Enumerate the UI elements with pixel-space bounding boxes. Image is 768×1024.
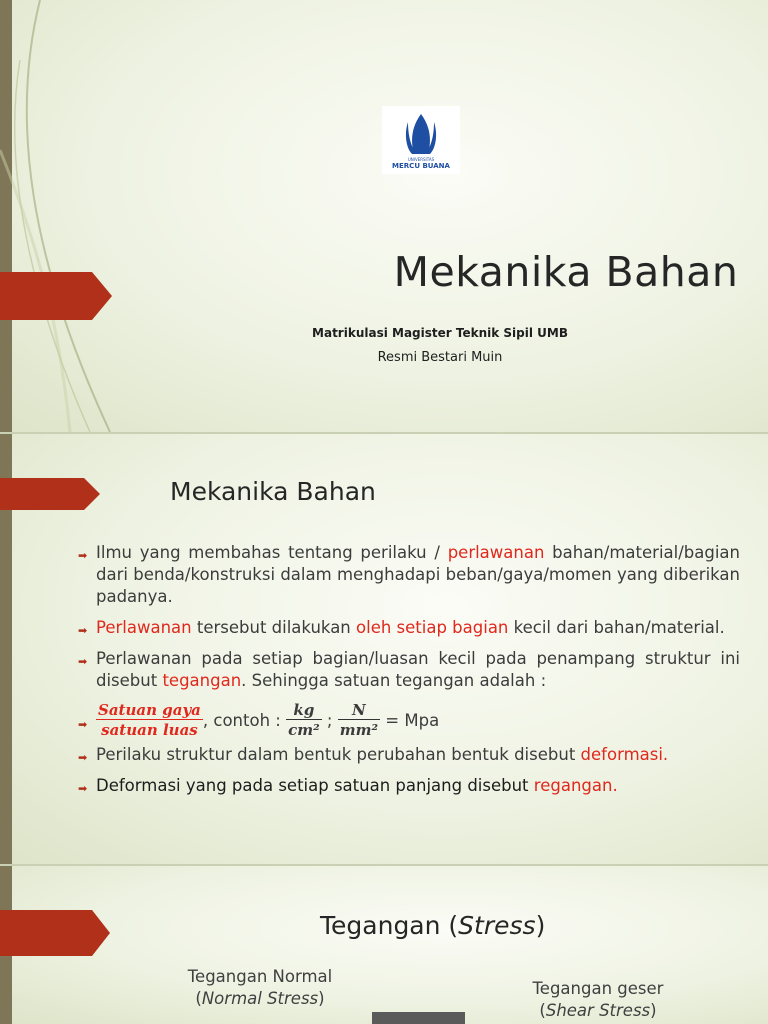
- stress-figure: [372, 1012, 465, 1024]
- subtitle: Matrikulasi Magister Teknik Sipil UMB: [312, 326, 568, 340]
- slide-heading: Mekanika Bahan: [170, 477, 376, 506]
- stress-slide: [0, 866, 768, 1024]
- right-arrow-icon: ➡: [78, 624, 88, 637]
- bullet-list: [78, 542, 740, 806]
- list-item: ➡ Ilmu yang membahas tentang perilaku / perlawanan bahan/material/bagian dari benda/konstruksi dalam menghadapi beban/gaya/momen yang diberikan padanya.: [78, 543, 740, 606]
- red-tab-marker: [0, 910, 110, 956]
- right-arrow-icon: ➡: [78, 655, 88, 668]
- list-item: ➡ Perlawanan tersebut dilakukan oleh setiap bagian kecil dari bahan/material.: [78, 617, 740, 639]
- normal-stress-label: Tegangan Normal (Normal Stress): [187, 967, 333, 1008]
- red-tab-marker: [0, 272, 112, 320]
- list-item: ➡ Perilaku struktur dalam bentuk perubahan bentuk disebut deformasi.: [78, 744, 740, 766]
- university-logo: [382, 106, 460, 174]
- slide-heading: Tegangan (Stress): [320, 911, 546, 940]
- shear-stress-label: Tegangan geser (Shear Stress): [532, 979, 664, 1020]
- title-slide: [0, 0, 768, 432]
- svg-text:UNIVERSITAS: UNIVERSITAS: [407, 157, 435, 162]
- right-arrow-icon: ➡: [78, 549, 88, 562]
- right-arrow-icon: ➡: [78, 751, 88, 764]
- list-item: ➡ Deformasi yang pada setiap satuan panjang disebut regangan.: [78, 775, 740, 797]
- right-arrow-icon: ➡: [78, 782, 88, 795]
- decorative-swirl: [0, 0, 140, 432]
- unit-fraction: $\frac{\text{Satuan gaya}}{\text{satuan luas}}$: [98, 701, 201, 739]
- svg-text:MERCU BUANA: MERCU BUANA: [392, 162, 450, 170]
- content-slide: [0, 434, 768, 864]
- author: Resmi Bestari Muin: [377, 350, 503, 365]
- kg-per-cm2-fraction: $\frac{kg}{\text{cm²}}$: [288, 701, 320, 739]
- right-arrow-icon: ➡: [78, 718, 88, 731]
- list-item: ➡ Perlawanan pada setiap bagian/luasan kecil pada penampang struktur ini disebut tegangan. Sehingga satuan tegangan adalah :: [78, 649, 740, 690]
- n-per-mm2-fraction: $\frac{N}{\text{mm²}}$: [339, 701, 379, 739]
- red-tab-marker: [0, 478, 100, 510]
- slide-title: Mekanika Bahan: [393, 248, 739, 296]
- formula-item: ➡ $\frac{\text{Satuan gaya}}{\text{satuan luas}}$ , contoh : $\frac{kg}{\text{cm²}}$ ; $\frac{N}{\text{mm²}}$ = Mpa: [78, 701, 440, 739]
